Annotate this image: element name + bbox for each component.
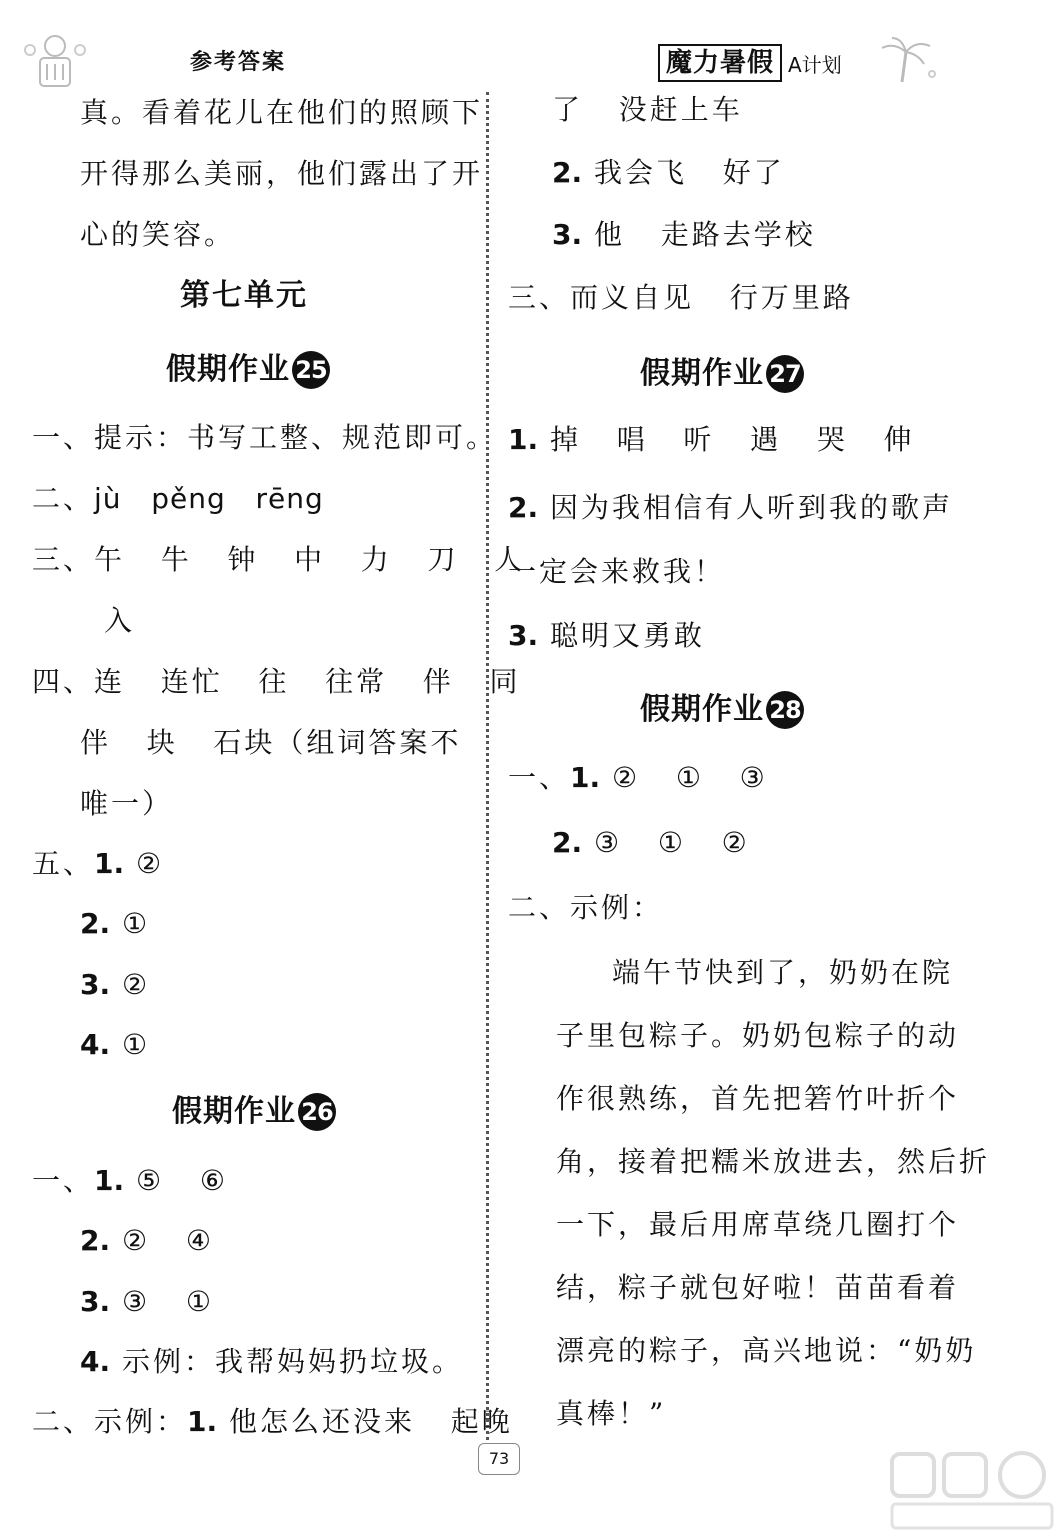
section-title: 假期作业	[640, 692, 764, 727]
item-number: 1.	[187, 1405, 218, 1438]
palm-tree-icon	[872, 34, 942, 84]
item-number: 4.	[80, 1345, 111, 1378]
answer-value: 示例：我帮妈妈扔垃圾。	[110, 1345, 464, 1378]
answer-line	[508, 422, 915, 458]
answer-line	[508, 618, 705, 654]
answer-line	[508, 490, 953, 526]
answer-line: 真。看着花儿在他们的照顾下	[80, 96, 484, 129]
answer-value: ①	[110, 1028, 151, 1061]
answer-value: 我会飞 好了	[582, 156, 785, 189]
item-number: 2.	[80, 907, 111, 940]
paragraph-line: 结，粽子就包好啦！苗苗看着	[556, 1271, 960, 1304]
answer-line: 二、示例：	[508, 891, 664, 924]
answer-prefix: 五、	[32, 847, 95, 880]
section-heading-28	[640, 690, 804, 730]
answer-value: ②	[124, 847, 165, 880]
answer-value: 他 走路去学校	[582, 218, 816, 251]
answer-line: 四、连 连忙 往 往常 伴 同	[32, 665, 521, 698]
header-left	[20, 28, 286, 92]
column-divider	[486, 92, 489, 1452]
item-number: 2.	[508, 491, 539, 524]
section-number-badge: 27	[766, 355, 804, 393]
brand-subtitle: A计划	[788, 52, 842, 77]
paragraph-line: 一下，最后用席草绕几圈打个	[556, 1208, 960, 1241]
section-title: 假期作业	[166, 352, 290, 387]
answer-prefix: 一、	[32, 1164, 95, 1197]
answer-line	[32, 846, 164, 882]
section-number-badge: 28	[766, 691, 804, 729]
item-number: 1.	[508, 423, 539, 456]
answer-prefix: 二、	[32, 482, 95, 515]
answer-prefix: 二、示例：	[32, 1405, 188, 1438]
paragraph-line: 真棒！”	[556, 1397, 667, 1430]
answer-line	[80, 1284, 214, 1320]
paragraph-line: 角，接着把糯米放进去，然后折	[556, 1145, 991, 1178]
item-number: 1.	[94, 847, 125, 880]
answer-line	[552, 825, 750, 861]
answer-line: 了 没赶上车	[552, 93, 743, 126]
section-number-badge: 25	[292, 351, 330, 389]
answer-line	[32, 481, 324, 517]
header-right	[658, 44, 842, 82]
item-number: 2.	[552, 156, 583, 189]
answer-line	[80, 1344, 463, 1380]
answer-value: 聪明又勇敢	[538, 619, 706, 652]
paragraph-line: 子里包粽子。奶奶包粽子的动	[556, 1019, 960, 1052]
section-heading-25	[166, 350, 330, 390]
paragraph-line: 端午节快到了，奶奶在院	[612, 956, 954, 989]
page-number: 73	[478, 1443, 520, 1475]
item-number: 3.	[80, 1285, 111, 1318]
answer-value: ②	[110, 968, 151, 1001]
section-title: 假期作业	[172, 1094, 296, 1129]
answer-line: 唯一）	[80, 787, 174, 820]
item-number: 3.	[552, 218, 583, 251]
answer-line	[80, 1027, 150, 1063]
item-number: 1.	[570, 761, 601, 794]
answer-line: 一、提示：书写工整、规范即可。	[32, 421, 498, 454]
paragraph-line: 作很熟练，首先把箬竹叶折个	[556, 1082, 960, 1115]
unit-title: 第七单元	[180, 278, 308, 313]
pinyin-answer: jù pěng rēng	[94, 482, 324, 515]
item-number: 2.	[552, 826, 583, 859]
answer-line	[80, 1223, 214, 1259]
answer-line	[552, 155, 785, 191]
brand-title: 魔力暑假	[658, 44, 782, 82]
answer-line: 一定会来救我！	[508, 555, 726, 588]
answer-line	[80, 906, 150, 942]
answer-value: 掉 唱 听 遇 哭 伸	[538, 423, 915, 456]
section-heading-26	[172, 1092, 336, 1132]
answer-value: 他怎么还没来 起晚	[217, 1405, 513, 1438]
answer-prefix: 一、	[508, 761, 571, 794]
item-number: 1.	[94, 1164, 125, 1197]
answer-value: ①	[110, 907, 151, 940]
answer-line	[32, 1163, 228, 1199]
item-number: 3.	[80, 968, 111, 1001]
answer-line: 伴 块 石块（组词答案不	[80, 726, 462, 759]
paragraph-line: 漂亮的粽子，高兴地说：“奶奶	[556, 1334, 977, 1367]
answer-value: ⑤ ⑥	[124, 1164, 228, 1197]
watermark-logo-icon	[888, 1448, 1058, 1532]
answer-line	[32, 1404, 513, 1440]
item-number: 3.	[508, 619, 539, 652]
section-title: 假期作业	[640, 356, 764, 391]
answer-value: ② ④	[110, 1224, 214, 1257]
answer-line	[80, 967, 150, 1003]
answer-line: 入	[104, 604, 136, 637]
answer-line: 三、午 牛 钟 中 力 刀 人	[32, 543, 526, 576]
item-number: 2.	[80, 1224, 111, 1257]
answer-line: 开得那么美丽，他们露出了开	[80, 157, 484, 190]
header-title: 参考答案	[190, 49, 287, 75]
answer-line	[552, 217, 816, 253]
answer-value: ② ① ③	[600, 761, 768, 794]
item-number: 4.	[80, 1028, 111, 1061]
answer-line	[508, 760, 768, 796]
section-number-badge: 26	[298, 1093, 336, 1131]
answer-line: 心的笑容。	[80, 218, 236, 251]
answer-line: 三、而义自见 行万里路	[508, 281, 854, 314]
answer-value: ③ ① ②	[582, 826, 750, 859]
answer-value: 因为我相信有人听到我的歌声	[538, 491, 954, 524]
cartoon-ornament-icon	[20, 28, 90, 92]
section-heading-27	[640, 354, 804, 394]
answer-value: ③ ①	[110, 1285, 214, 1318]
